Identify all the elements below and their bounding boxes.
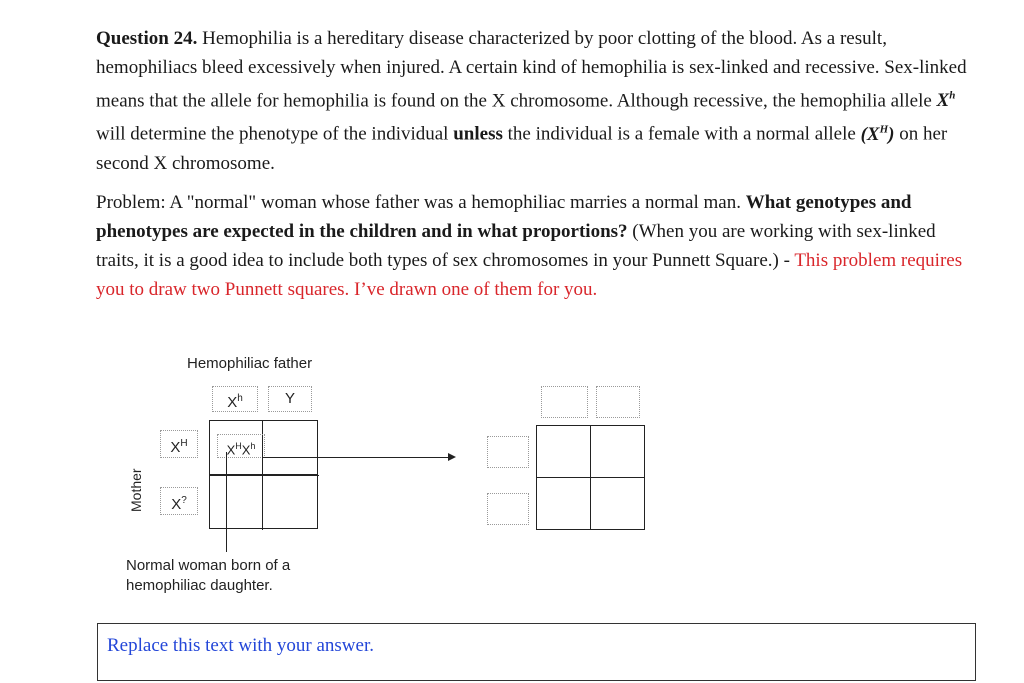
- empty-mother-allele-1: [487, 436, 529, 468]
- cell-genotype: $X^HX^h$: [217, 434, 265, 458]
- question-text-3: the individual is a female with a normal allele: [502, 123, 861, 145]
- mother-allele-xH: $X^H$: [160, 430, 198, 458]
- answer-field[interactable]: Replace this text with your answer.: [97, 623, 976, 681]
- empty-father-allele-1: [541, 386, 588, 418]
- problem-text-2: (When you are working with sex-linked traits, it is a good idea to include both types of sex chromosomes in your Punnett Square.) -: [96, 221, 936, 271]
- problem-text-1: Problem: A "normal" woman whose father was a hemophiliac marries a normal man.: [96, 192, 746, 213]
- allele-hemophilia: $X^h$: [936, 90, 956, 112]
- question-text-1: Hemophilia is a hereditary disease characterized by poor clotting of the blood. As a result, hemophiliacs bleed excessively when injured. A certain kind of hemophilia is sex-linked and recessive. Sex-linked means that the allele for hemophilia is found on the X chromosome. Although recessive, the hemophilia allele: [96, 28, 967, 112]
- unless-emphasis: unless: [453, 123, 503, 145]
- question-paragraph: [96, 24, 981, 178]
- mother-allele-x-unknown: X?: [160, 487, 198, 515]
- question-text-2: will determine the phenotype of the individual: [96, 123, 454, 145]
- caption-pointer-line: [226, 452, 227, 552]
- punnett-square-empty: [536, 425, 645, 530]
- father-label: Hemophiliac father: [187, 355, 313, 372]
- allele-normal: $(X^H)$: [860, 123, 895, 145]
- mother-label: Mother: [128, 468, 144, 512]
- father-allele-y: Y: [268, 386, 312, 412]
- empty-mother-allele-2: [487, 493, 529, 525]
- arrow-line: [262, 457, 450, 458]
- question-label: Question 24.: [96, 28, 198, 49]
- question-text-4: on her second X chromosome.: [96, 123, 948, 174]
- problem-question-bold: What genotypes and phenotypes are expected in the children and in what proportions?: [96, 192, 912, 242]
- father-allele-xh: $X^h$: [212, 386, 258, 412]
- empty-father-allele-2: [596, 386, 640, 418]
- problem-paragraph: [96, 188, 981, 304]
- caption: Normal woman born of a hemophiliac daughter.: [126, 557, 291, 594]
- arrow-head-icon: [448, 453, 456, 461]
- problem-instruction-red: This problem requires you to draw two Punnett squares. I’ve drawn one of them for you.: [96, 250, 963, 300]
